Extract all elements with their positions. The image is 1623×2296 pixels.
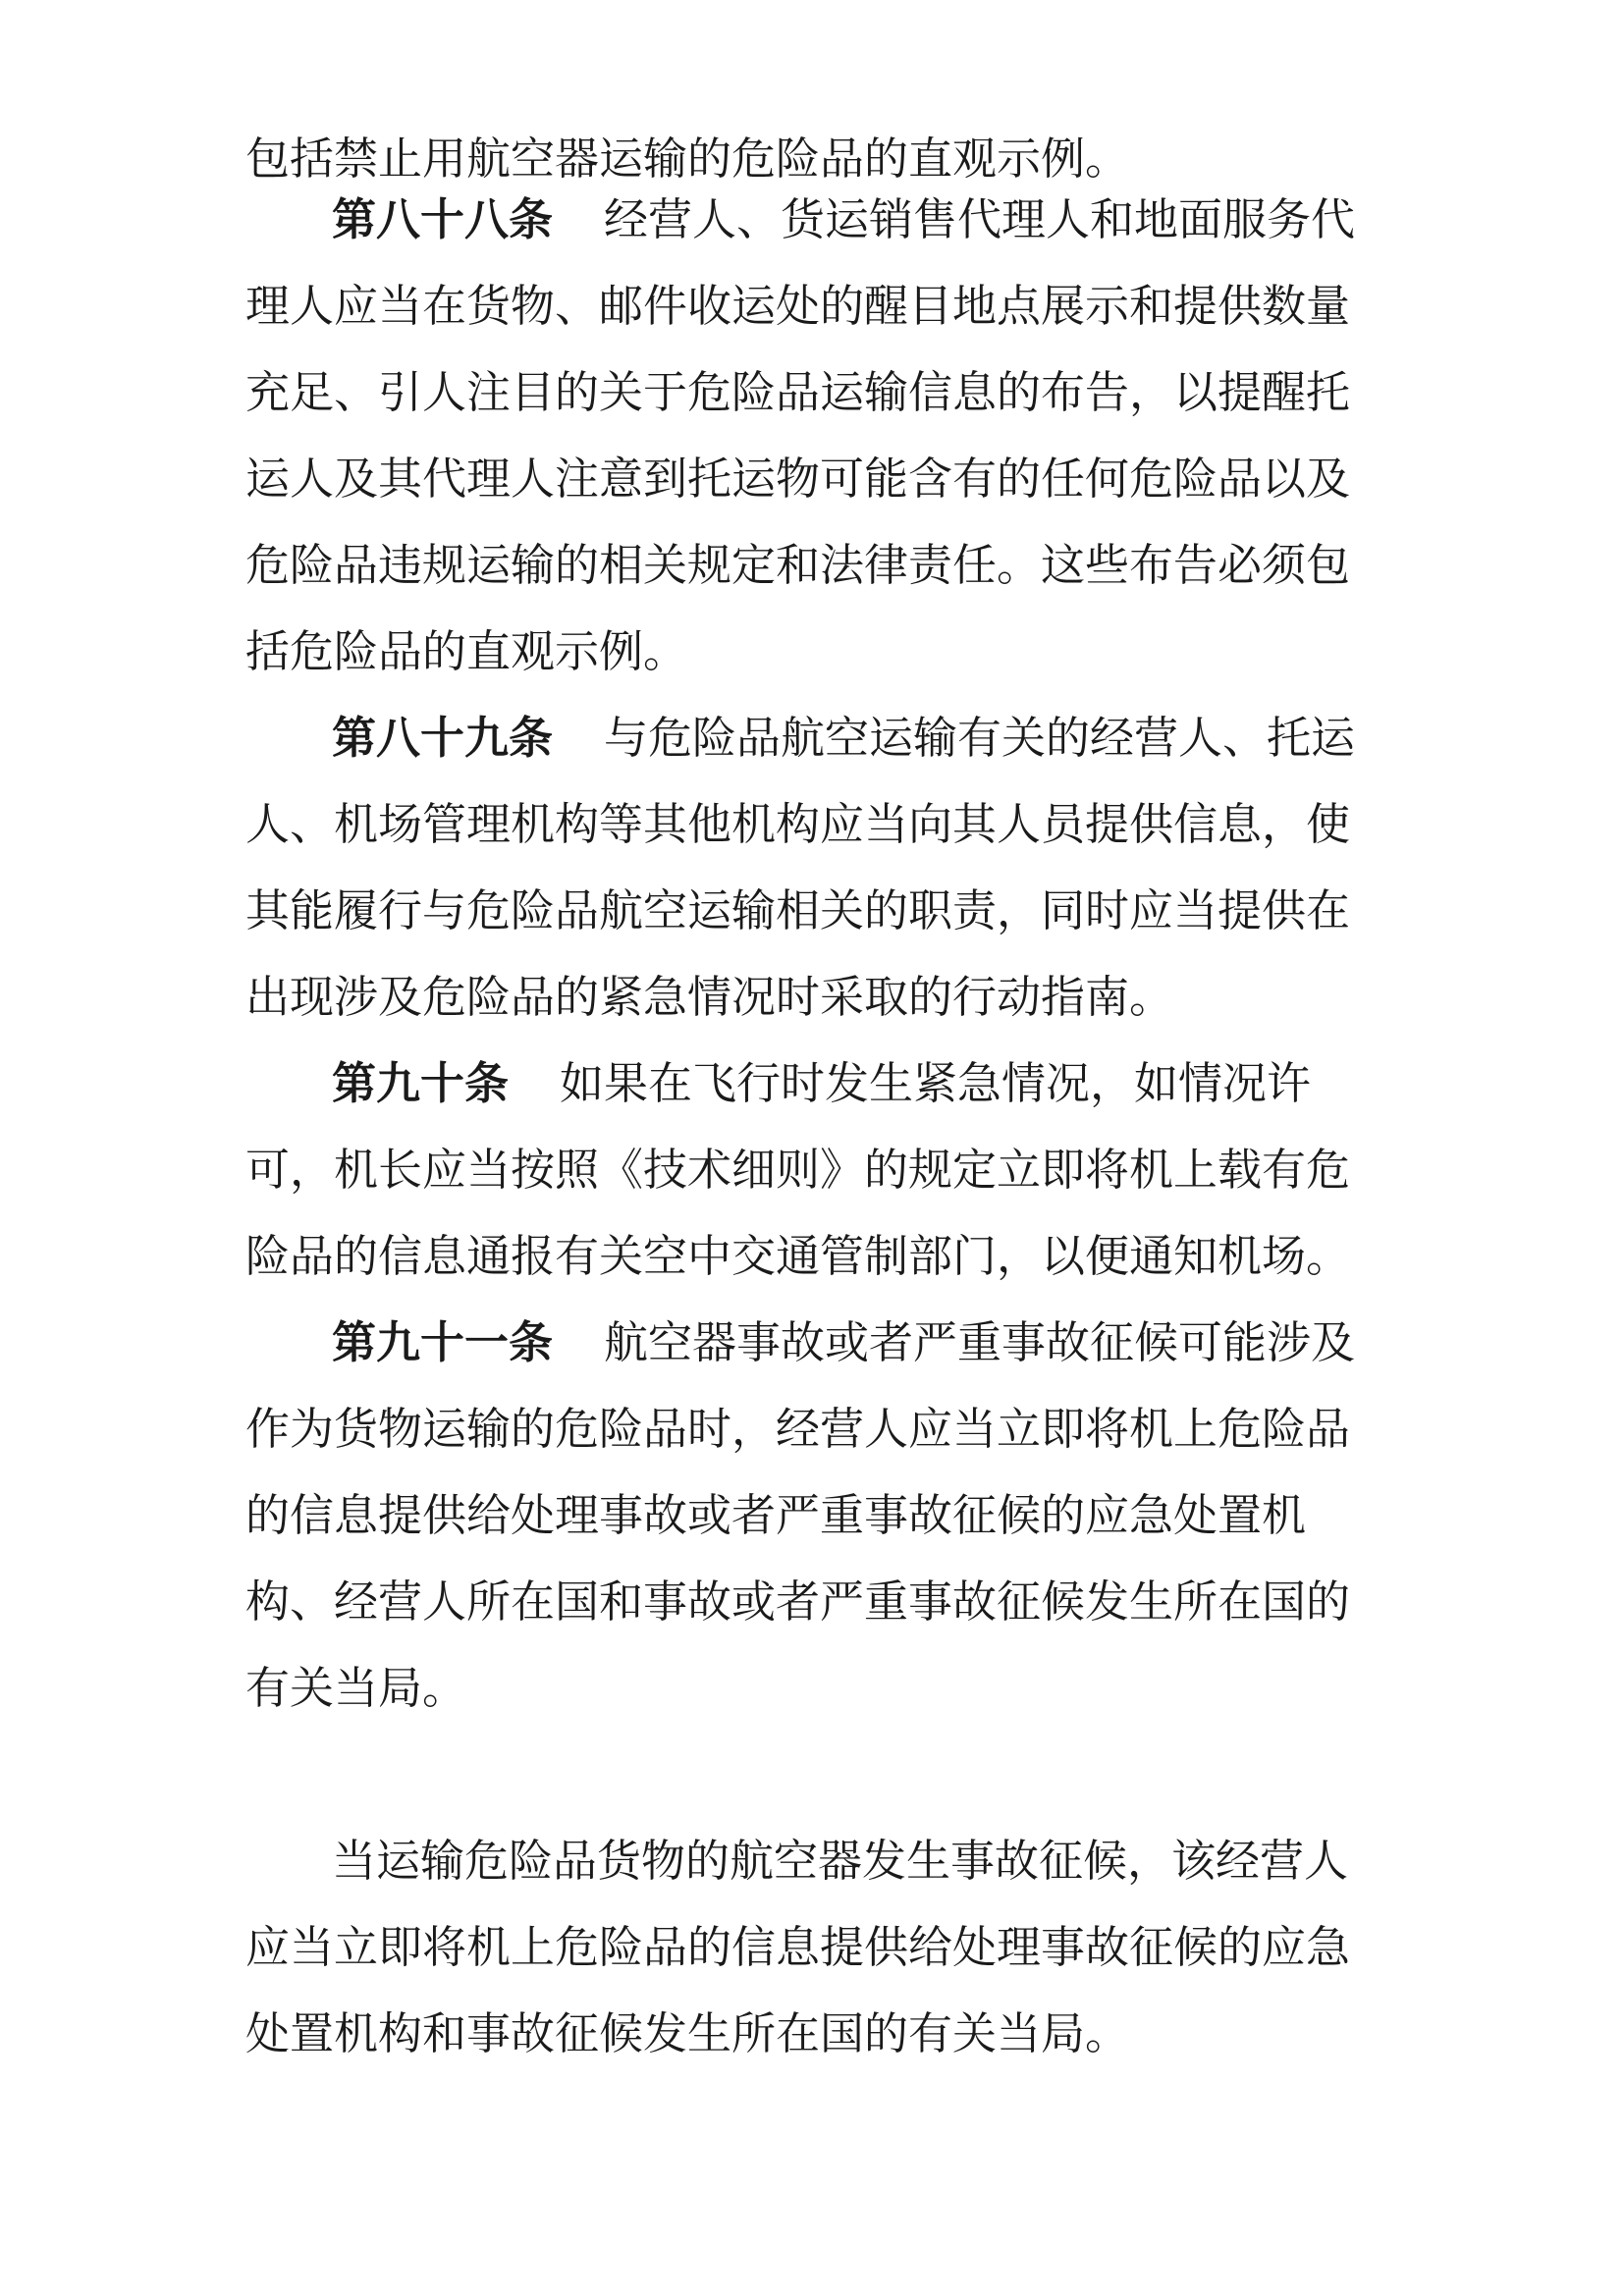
- article-90-first-text: 如果在飞行时发生紧急情况，如情况许: [560, 1057, 1312, 1109]
- article-88-first-line: [0, 177, 1623, 263]
- line-text: 包括禁止用航空器运输的危险品的直观示例。: [245, 133, 1130, 185]
- line-text: 作为货物运输的危险品时，经营人应当立即将机上危险品: [245, 1403, 1351, 1455]
- line-text: 充足、引人注目的关于危险品运输信息的布告，以提醒托: [245, 366, 1351, 418]
- article-89-heading: 第八十九条: [332, 712, 554, 764]
- line-text: 有关当局。: [245, 1662, 467, 1714]
- article-90-line-3: [0, 1213, 1623, 1300]
- line-text: 构、经营人所在国和事故或者严重事故征候发生所在国的: [245, 1575, 1351, 1628]
- article-88-line-5: [0, 522, 1623, 609]
- article-89-first-text: 与危险品航空运输有关的经营人、托运: [604, 712, 1356, 764]
- line-text: 的信息提供给处理事故或者严重事故征候的应急处置机: [245, 1489, 1307, 1541]
- line-text: 险品的信息通报有关空中交通管制部门，以便通知机场。: [245, 1230, 1351, 1282]
- article-90-line-2: [0, 1127, 1623, 1213]
- line-text: 人、机场管理机构等其他机构应当向其人员提供信息，使: [245, 798, 1351, 850]
- article-91-heading: 第九十一条: [332, 1316, 554, 1368]
- line-text: 应当立即将机上危险品的信息提供给处理事故征候的应急: [245, 1921, 1351, 1973]
- incident-paragraph-line-2: [0, 1904, 1623, 1991]
- article-91-line-3: [0, 1472, 1623, 1559]
- incident-paragraph-line-3: [0, 1991, 1623, 2077]
- line-text: 出现涉及危险品的紧急情况时采取的行动指南。: [245, 971, 1174, 1023]
- article-90-heading: 第九十条: [332, 1057, 510, 1109]
- incident-paragraph-first-line: [0, 1818, 1623, 1904]
- article-91-line-5: [0, 1645, 1623, 1732]
- article-90-first-line: [0, 1041, 1623, 1127]
- article-89-line-2: [0, 781, 1623, 868]
- line-text: 处置机构和事故征候发生所在国的有关当局。: [245, 2007, 1130, 2059]
- line-text: 危险品违规运输的相关规定和法律责任。这些布告必须包: [245, 539, 1351, 591]
- article-88-heading: 第八十八条: [332, 193, 554, 245]
- article-91-first-line: [0, 1300, 1623, 1386]
- line-text: 当运输危险品货物的航空器发生事故征候，该经营人: [332, 1835, 1349, 1887]
- line-text: 可，机长应当按照《技术细则》的规定立即将机上载有危: [245, 1144, 1351, 1196]
- line-text: 括危险品的直观示例。: [245, 625, 688, 677]
- line-text: 理人应当在货物、邮件收运处的醒目地点展示和提供数量: [245, 280, 1351, 332]
- article-91-first-text: 航空器事故或者严重事故征候可能涉及: [604, 1316, 1356, 1368]
- line-text: 运人及其代理人注意到托运物可能含有的任何危险品以及: [245, 453, 1351, 505]
- line-text: 其能履行与危险品航空运输相关的职责，同时应当提供在: [245, 884, 1351, 936]
- article-88-first-text: 经营人、货运销售代理人和地面服务代: [604, 193, 1356, 245]
- article-88-line-6: [0, 609, 1623, 695]
- article-88-line-3: [0, 349, 1623, 436]
- article-89-line-3: [0, 868, 1623, 954]
- article-88-line-4: [0, 436, 1623, 522]
- article-89-line-4: [0, 954, 1623, 1041]
- article-88-line-2: [0, 263, 1623, 349]
- article-91-line-4: [0, 1559, 1623, 1645]
- article-91-line-2: [0, 1386, 1623, 1472]
- article-89-first-line: [0, 695, 1623, 781]
